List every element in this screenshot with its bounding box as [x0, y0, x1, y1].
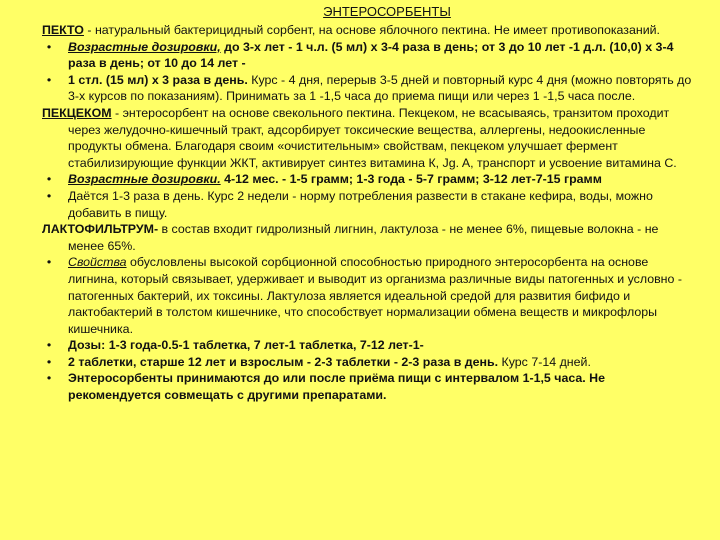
- pekcekom-name: ПЕКЦЕКОМ: [42, 105, 112, 120]
- list-item: [42, 254, 692, 337]
- general-note: Энтеросорбенты принимаются до или после приёма пищи с интервалом 1-1,5 часа. Не рекомендуется совмещать с другими препаратами.: [68, 371, 606, 403]
- pekto-paragraph: [42, 22, 692, 39]
- pekto-course-text: Курс - 4 дня, перерыв 3-5 дней и повторный курс 4 дня (можно повторять до 3-х курсов по показаниям). Принимать за 1 -1,5 часа до приема пищи или через 1 -1,5 часа после.: [68, 72, 692, 104]
- list-item: [42, 72, 692, 105]
- pekcekom-course-text: Даётся 1-3 раза в день. Курс 2 недели - норму потребления развести в стакане кефира, воды, можно добавить в пищу.: [68, 188, 653, 220]
- list-item: [42, 337, 692, 354]
- laktofiltrum-props-label: Свойства: [68, 255, 127, 270]
- pekto-dose-text: до 3-х лет - 1 ч.л. (5 мл) х 3-4 раза в день; от 3 до 10 лет -1 д.л. (10,0) х 3-4 раза в день; от 10 до 14 лет -: [68, 39, 674, 71]
- list-item: [42, 354, 692, 371]
- pekto-course-bold: 1 стл. (15 мл) х 3 раза в день.: [68, 72, 248, 87]
- pekcekom-dose-label: Возрастные дозировки.: [68, 172, 221, 187]
- laktofiltrum-props-text: обусловлены высокой сорбционной способностью природного энтеросорбента на основе лигнина, который связывает, удерживает и выводит из организма различные виды патогенных и условно - патогенных бактерий, их токсины. Лактулоза является идеальной средой для развития бифидо и лактобактерий в толстом кишечнике, что способствует нормализации обмена веществ и микрофлоры кишечника.: [68, 255, 682, 336]
- bullet-icon: •: [46, 338, 52, 353]
- bullet-icon: •: [46, 354, 52, 369]
- laktofiltrum-name: ЛАКТОФИЛЬТРУМ-: [42, 222, 159, 237]
- pekto-description: - натуральный бактерицидный сорбент, на основе яблочного пектина. Не имеет противопоказаний.: [83, 23, 660, 37]
- bullet-icon: •: [46, 172, 52, 187]
- bullet-icon: •: [46, 72, 52, 87]
- list-item: [42, 171, 692, 188]
- pekcekom-description: - энтеросорбент на основе свекольного пектина. Пекцеком, не всасываясь, транзитом проходит через желудочно-кишечный тракт, адсорбирует токсические вещества, аллергены, недоокисленные продукты обмена. Благодаря своим «очистительным» свойствам, пекцеком улучшает фермент стабилизирующие функции ЖКТ, активирует синтез витамина К, Jg. A, транспорт и усвоение витамина С.: [68, 105, 677, 170]
- laktofiltrum-description: в состав входит гидролизный лигнин, лактулоза - не менее 6%, пищевые волокна - не менее 65%.: [68, 222, 659, 253]
- pekto-dose-label: Возрастные дозировки,: [68, 39, 221, 54]
- pekcekom-paragraph: [42, 105, 692, 171]
- laktofiltrum-paragraph: [42, 221, 692, 254]
- page-title: ЭНТЕРОСОРБЕНТЫ: [323, 4, 451, 19]
- laktofiltrum-dose2-bold: 2 таблетки, старше 12 лет и взрослым - 2-3 таблетки - 2-3 раза в день.: [68, 354, 499, 369]
- list-item: [42, 39, 692, 72]
- laktofiltrum-dose: Дозы: 1-3 года-0.5-1 таблетка, 7 лет-1 таблетка, 7-12 лет-1-: [68, 338, 424, 353]
- bullet-icon: •: [46, 188, 52, 203]
- bullet-icon: •: [46, 255, 52, 270]
- bullet-icon: •: [46, 39, 52, 54]
- bullet-icon: •: [46, 371, 52, 386]
- pekcekom-dose-text: 4-12 мес. - 1-5 грамм; 1-3 года - 5-7 грамм; 3-12 лет-7-15 грамм: [220, 172, 602, 187]
- list-item: [42, 188, 692, 221]
- laktofiltrum-dose2-text: Курс 7-14 дней.: [498, 354, 591, 369]
- pekto-name: ПЕКТО: [42, 23, 84, 37]
- list-item: [42, 370, 692, 403]
